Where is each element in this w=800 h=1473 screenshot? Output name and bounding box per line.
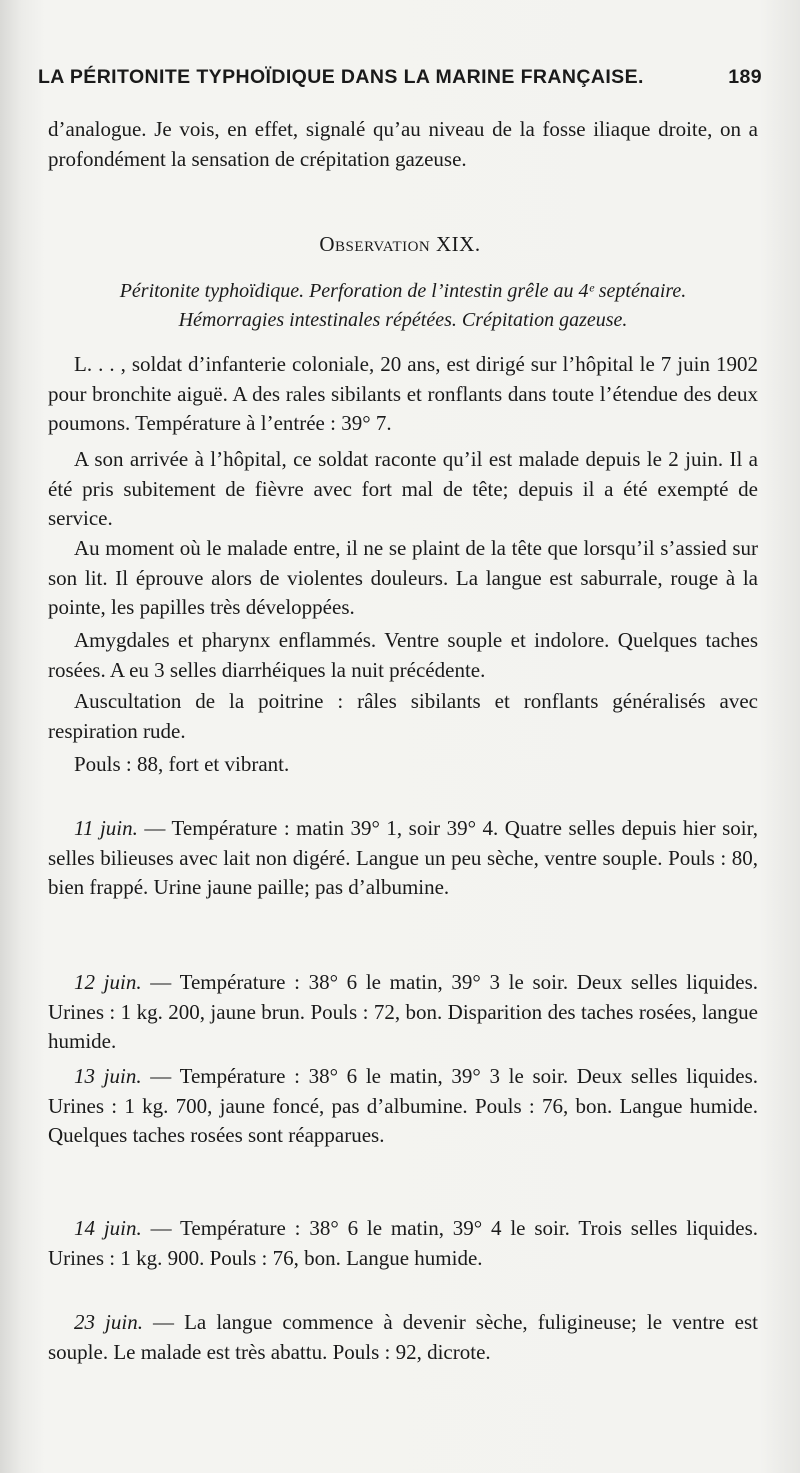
observation-heading bbox=[0, 232, 800, 257]
subtitle-line-2: Hémorragies intestinales répétées. Crépitation gazeuse. bbox=[178, 309, 628, 331]
page-number: 189 bbox=[728, 66, 762, 88]
entry-text: — Température : matin 39° 1, soir 39° 4. Quatre selles depuis hier soir, selles bilieuses avec lait non digéré. Langue un peu sèche, ventre souple. Pouls : 80, bien frappé. Urine jaune paille; pas d’albumine. bbox=[48, 816, 758, 899]
paragraph-symptoms: Au moment où le malade entre, il ne se plaint de la tête que lorsqu’il s’assied sur son lit. Il éprouve alors de violentes douleurs. La langue est saburrale, rouge à la pointe, les papilles très développées. bbox=[48, 536, 758, 619]
paragraph-exam: Amygdales et pharynx enflammés. Ventre souple et indolore. Quelques taches rosées. A eu 3 selles diarrhéiques la nuit précédente. bbox=[48, 628, 758, 682]
entry-text: — La langue commence à devenir sèche, fuligineuse; le ventre est souple. Le malade est très abattu. Pouls : 92, dicrote. bbox=[48, 1310, 758, 1364]
observation-subtitle bbox=[48, 277, 758, 335]
entry-12-juin bbox=[48, 968, 758, 1057]
subtitle-line-1: Péritonite typhoïdique. Perforation de l’intestin grêle au 4ᵉ septénaire. bbox=[119, 280, 687, 302]
paragraph-admission: L. . . , soldat d’infanterie coloniale, 20 ans, est dirigé sur l’hôpital le 7 juin 1902 pour bronchite aiguë. A des rales sibilants et ronflants dans toute l’étendue des deux poumons. Température à l’entrée : 39° 7. bbox=[48, 352, 758, 435]
intro-paragraph: d’analogue. Je vois, en effet, signalé qu’au niveau de la fosse iliaque droite, on a profondément la sensation de crépitation gazeuse. bbox=[48, 117, 758, 171]
entry-text: — Température : 38° 6 le matin, 39° 3 le soir. Deux selles liquides. Urines : 1 kg. 200, jaune brun. Pouls : 72, bon. Disparition des taches rosées, langue humide. bbox=[48, 970, 759, 1053]
entry-date: 14 juin. bbox=[74, 1216, 142, 1240]
entry-text: — Température : 38° 6 le matin, 39° 3 le soir. Deux selles liquides. Urines : 1 kg. 700, jaune foncé, pas d’albumine. Pouls : 76, bon. Langue humide. Quelques taches rosées sont réapparues. bbox=[48, 1064, 759, 1147]
entry-date: 12 juin. bbox=[74, 970, 142, 994]
paragraph-pulse: Pouls : 88, fort et vibrant. bbox=[74, 752, 290, 776]
header-title: LA PÉRITONITE TYPHOÏDIQUE DANS LA MARINE FRANÇAISE. bbox=[38, 66, 644, 88]
paragraph-arrival: A son arrivée à l’hôpital, ce soldat raconte qu’il est malade depuis le 2 juin. Il a été pris subitement de fièvre avec fort mal de tête; depuis il a été exempté de service. bbox=[48, 447, 758, 530]
entry-11-juin bbox=[48, 814, 758, 903]
entry-13-juin bbox=[48, 1062, 758, 1151]
entry-text: — Température : 38° 6 le matin, 39° 4 le soir. Trois selles liquides. Urines : 1 kg. 900. Pouls : 76, bon. Langue humide. bbox=[48, 1216, 759, 1270]
entry-date: 11 juin. bbox=[74, 816, 138, 840]
entry-14-juin bbox=[48, 1214, 758, 1273]
entry-date: 13 juin. bbox=[74, 1064, 142, 1088]
entry-date: 23 juin. bbox=[74, 1310, 143, 1334]
paragraph-auscultation: Auscultation de la poitrine : râles sibilants et ronflants généralisés avec respiration rude. bbox=[48, 689, 758, 743]
entry-23-juin bbox=[48, 1308, 758, 1367]
observation-heading-text: Observation XIX. bbox=[319, 232, 481, 256]
running-header bbox=[38, 66, 762, 89]
